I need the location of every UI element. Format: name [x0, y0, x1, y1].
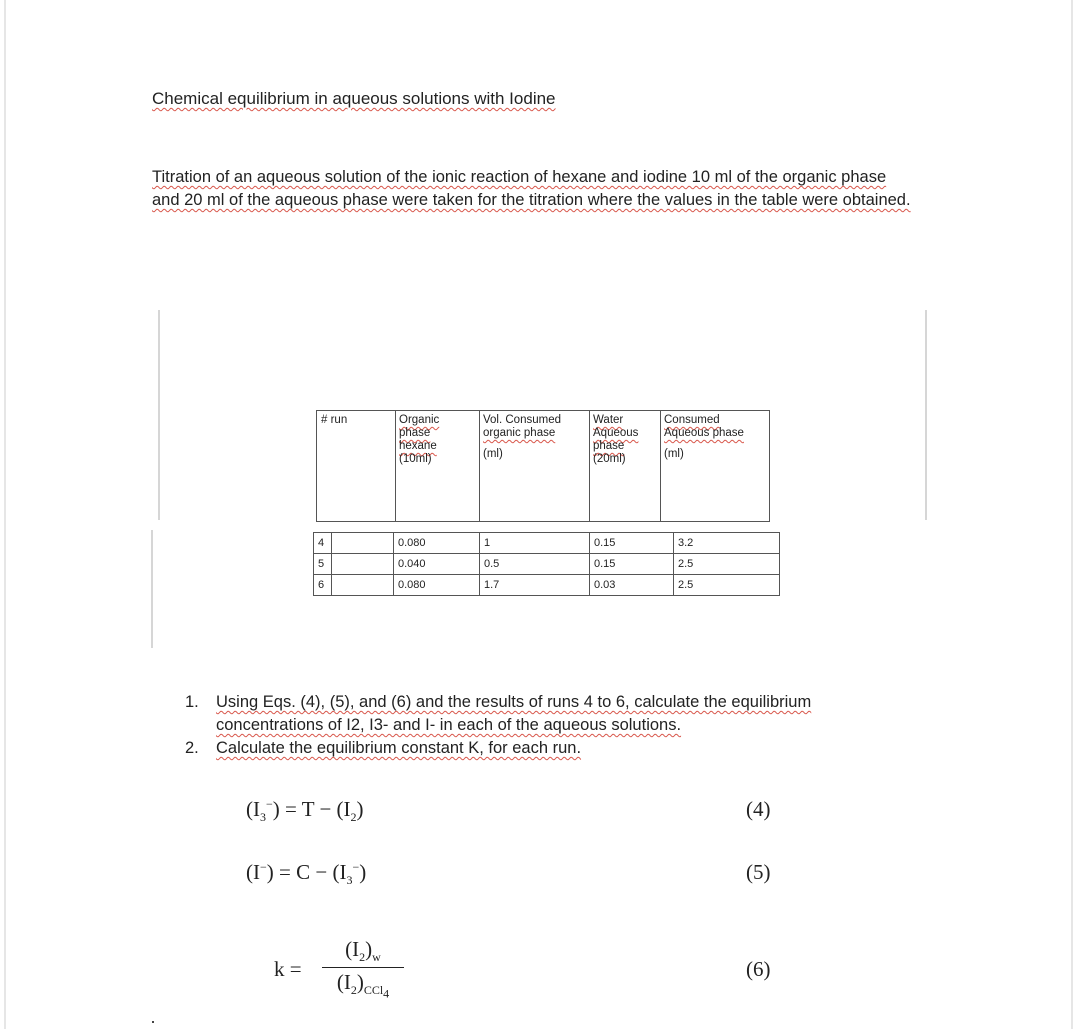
header-organic-line: Organic [399, 414, 440, 426]
cell-organic: 0.080 [394, 575, 480, 596]
header-water-line: Water [593, 414, 624, 426]
question-text: Calculate the equilibrium constant K, for each run. [216, 739, 582, 757]
cell-vol-organic: 1 [480, 533, 590, 554]
header-vol-organic [479, 411, 589, 521]
equation-number-5: (5) [746, 860, 771, 884]
equation-5: $(I^-) = C - (I_3^-)$ [246, 860, 367, 888]
header-consumed-line: (ml) [664, 448, 684, 460]
equation-6-lhs: k = [274, 957, 302, 981]
header-vol-line: Vol. Consumed [483, 414, 561, 426]
cell-vol-organic: 1.7 [480, 575, 590, 596]
cell-water: 0.15 [590, 554, 674, 575]
eq4-lhs-sub: 3 [260, 810, 266, 825]
stray-mark [152, 1021, 154, 1023]
cell-water: 0.15 [590, 533, 674, 554]
eq5-rhs: = C − (I [279, 860, 347, 884]
eq5-rhs-sup: − [352, 860, 360, 874]
data-table [313, 532, 780, 596]
left-border-mark [158, 310, 160, 520]
header-water-line: Aqueous [593, 427, 639, 439]
page-edge-right [1071, 0, 1073, 1029]
cell-spacer [332, 554, 394, 575]
equation-4 [246, 797, 364, 825]
eq6-num-base: (I [345, 937, 360, 961]
header-consumed-aqueous [660, 411, 769, 521]
eq6-den-suffix: CCl [363, 983, 384, 998]
document-title: Chemical equilibrium in aqueous solutions with Iodine [152, 89, 556, 108]
eq4-rhs: = T − (I [285, 797, 351, 821]
cell-organic: 0.080 [394, 533, 480, 554]
cell-spacer [332, 533, 394, 554]
table-row [314, 533, 780, 554]
cell-consumed-aqueous: 2.5 [674, 575, 780, 596]
equation-6-fraction [322, 937, 404, 1002]
header-organic-line: (10ml) [399, 453, 432, 465]
header-water-line: (20ml) [593, 453, 626, 465]
question-item [185, 737, 885, 760]
question-text: Using Eqs. (4), (5), and (6) and the results of runs 4 to 6, calculate the equilibrium concentrations of I2, I3- and I- in each of the aqueous solutions. [216, 693, 812, 734]
eq6-den-base: (I [336, 970, 351, 995]
question-number: 2. [185, 739, 199, 757]
cell-water: 0.03 [590, 575, 674, 596]
question-list [185, 691, 885, 760]
intro-paragraph [152, 166, 912, 212]
header-vol-line: organic phase [483, 427, 556, 439]
eq4-rhs-sub: 2 [350, 810, 357, 825]
table-header [316, 410, 770, 522]
eq4-lhs: (I [246, 797, 260, 821]
eq6-denominator [322, 970, 404, 1002]
eq4-close: ) [356, 797, 364, 821]
cell-consumed-aqueous: 2.5 [674, 554, 780, 575]
header-run [317, 411, 395, 521]
cell-organic: 0.040 [394, 554, 480, 575]
eq6-numerator [322, 937, 404, 965]
header-organic-line: phase [399, 427, 431, 439]
table-row [314, 575, 780, 596]
header-organic-line: hexane [399, 440, 437, 452]
eq4-lhs-sup: − [266, 797, 273, 811]
header-water [589, 411, 660, 521]
table-row [314, 554, 780, 575]
header-water-line: phase [593, 440, 625, 452]
equation-number-6: (6) [746, 957, 771, 981]
eq6-num-close: ) [365, 937, 373, 961]
right-border-mark [925, 310, 927, 520]
eq5-rhs-sub: 3 [346, 873, 353, 888]
eq6-den-sub: 2 [350, 983, 357, 998]
eq6-num-sub: 2 [359, 950, 366, 965]
header-organic [395, 411, 479, 521]
eq6-den-close: ) [356, 970, 364, 995]
question-item [185, 691, 885, 737]
cell-run: 4 [314, 533, 332, 554]
header-consumed-line: Consumed [664, 414, 720, 426]
left-border-mark-lower [151, 530, 153, 648]
cell-consumed-aqueous: 3.2 [674, 533, 780, 554]
eq6-den-suffix-sub: 4 [383, 986, 390, 1001]
eq4-close: ) [272, 797, 280, 821]
eq5-lhs-sup: − [260, 860, 267, 874]
page-edge-left [4, 0, 6, 1029]
fraction-bar [322, 967, 404, 968]
cell-spacer [332, 575, 394, 596]
equation-number-4: (4) [746, 797, 771, 821]
header-consumed-line: Aqueous phase [664, 427, 744, 439]
header-run-label: # run [321, 414, 348, 426]
eq5-lhs: (I [246, 860, 260, 884]
cell-vol-organic: 0.5 [480, 554, 590, 575]
intro-text: Titration of an aqueous solution of the ionic reaction of hexane and iodine 10 ml of the organic phase and 20 ml of the aqueous phase were taken for the titration where the values in the table were obtained. [152, 168, 911, 209]
eq6-num-suffix: w [372, 950, 381, 965]
cell-run: 6 [314, 575, 332, 596]
header-vol-line: (ml) [483, 448, 503, 460]
cell-run: 5 [314, 554, 332, 575]
question-number: 1. [185, 693, 199, 711]
eq5-close: ) [359, 860, 367, 884]
